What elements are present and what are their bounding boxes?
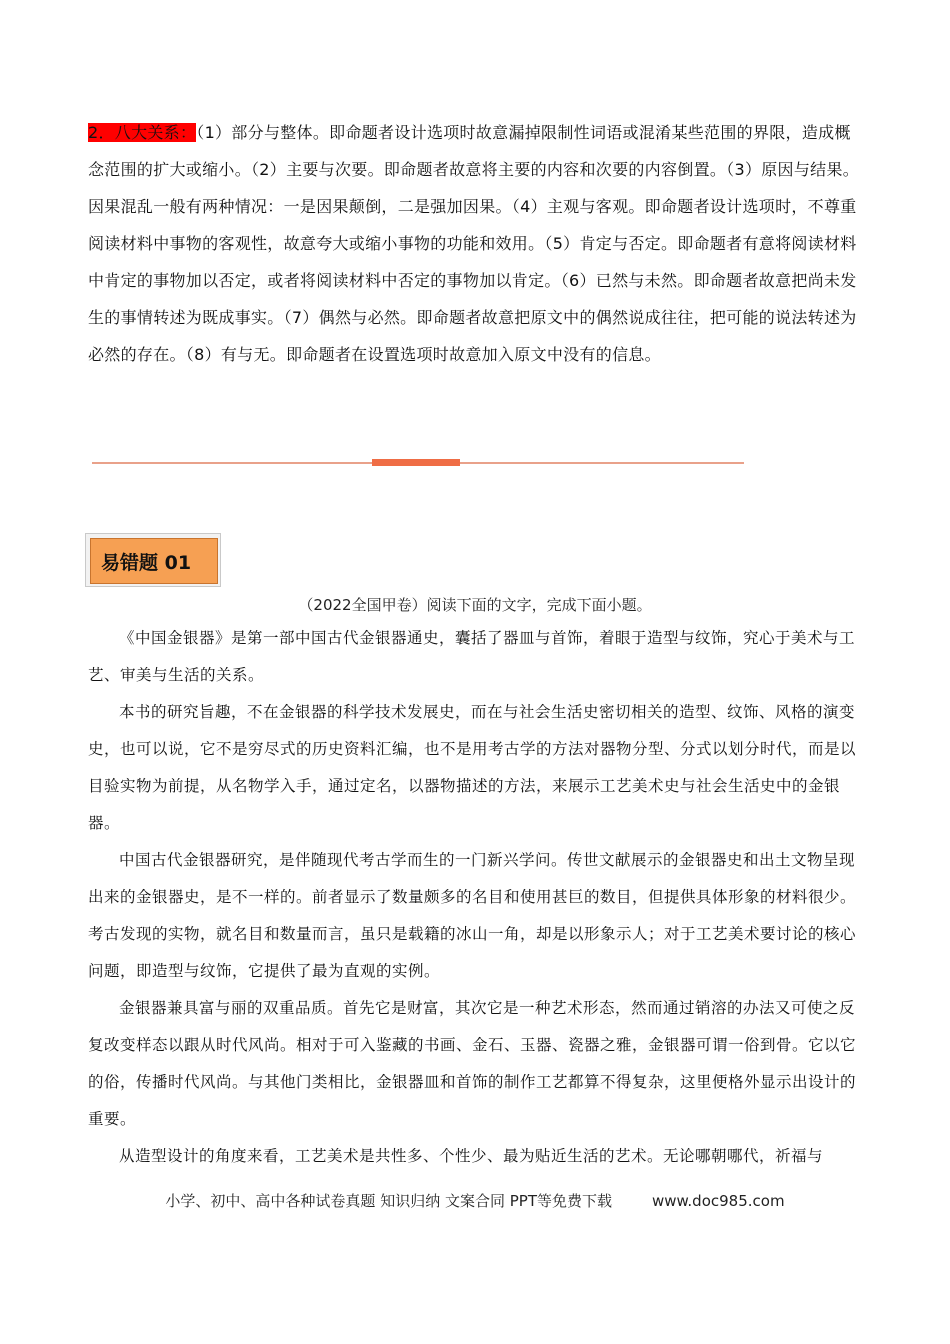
footer-text: 小学、初中、高中各种试卷真题 知识归纳 文案合同 PPT等免费下载 — [165, 1192, 612, 1210]
section-heading-highlight: 2．八大关系： — [88, 123, 197, 142]
page-footer — [0, 1190, 950, 1211]
passage-paragraph: 中国古代金银器研究，是伴随现代考古学而生的一门新兴学问。传世文献展示的金银器史和出土文物呈现出来的金银器史，是不一样的。前者显示了数量颇多的名目和使用甚巨的数目，但提供具体形象的材料很少。考古发现的实物，就名目和数量而言，虽只是载籍的冰山一角，却是以形象示人；对于工艺美术要讨论的核心问题，即造型与纹饰，它提供了最为直观的实例。 — [88, 851, 857, 980]
passage-paragraph: 金银器兼具富与丽的双重品质。首先它是财富，其次它是一种艺术形态，然而通过销溶的办法又可使之反复改变样态以跟从时代风尚。相对于可入鉴藏的书画、金石、玉器、瓷器之雅，金银器可谓一俗到骨。它以它的俗，传播时代风尚。与其他门类相比，金银器皿和首饰的制作工艺都算不得复杂，这里便格外显示出设计的重要。 — [88, 999, 857, 1128]
divider-accent — [372, 459, 460, 466]
question-badge — [85, 533, 221, 587]
passage — [88, 620, 860, 1175]
question-badge-label: 易错题 01 — [90, 538, 218, 584]
relations-section — [88, 114, 860, 373]
passage-paragraph: 本书的研究旨趣，不在金银器的科学技术发展史，而在与社会生活史密切相关的造型、纹饰、风格的演变史，也可以说，它不是穷尽式的历史资料汇编，也不是用考古学的方法对器物分型、分式以划分时代，而是以目验实物为前提，从名物学入手，通过定名，以器物描述的方法，来展示工艺美术史与社会生活史中的金银器。 — [88, 703, 857, 832]
section-text: （1）部分与整体。即命题者设计选项时故意漏掉限制性词语或混淆某些范围的界限，造成概念范围的扩大或缩小。（2）主要与次要。即命题者故意将主要的内容和次要的内容倒置。（3）原因与结果。因果混乱一般有两种情况：一是因果颠倒，二是强加因果。（4）主观与客观。即命题者设计选项时，不尊重阅读材料中事物的客观性，故意夸大或缩小事物的功能和效用。（5）肯定与否定。即命题者有意将阅读材料中肯定的事物加以否定，或者将阅读材料中否定的事物加以肯定。（6）已然与未然。即命题者故意把尚未发生的事情转述为既成事实。（7）偶然与必然。即命题者故意把原文中的偶然说成往往，把可能的说法转述为必然的存在。（8）有与无。即命题者在设置选项时故意加入原文中没有的信息。 — [88, 123, 860, 364]
passage-paragraph: 《中国金银器》是第一部中国古代金银器通史，囊括了器皿与首饰，着眼于造型与纹饰，究心于美术与工艺、审美与生活的关系。 — [88, 629, 856, 684]
footer-site-link[interactable]: www.doc985.com — [651, 1192, 785, 1210]
question-intro: （2022全国甲卷）阅读下面的文字，完成下面小题。 — [298, 596, 652, 614]
passage-paragraph: 从造型设计的角度来看，工艺美术是共性多、个性少、最为贴近生活的艺术。无论哪朝哪代，祈福与 — [119, 1147, 824, 1165]
